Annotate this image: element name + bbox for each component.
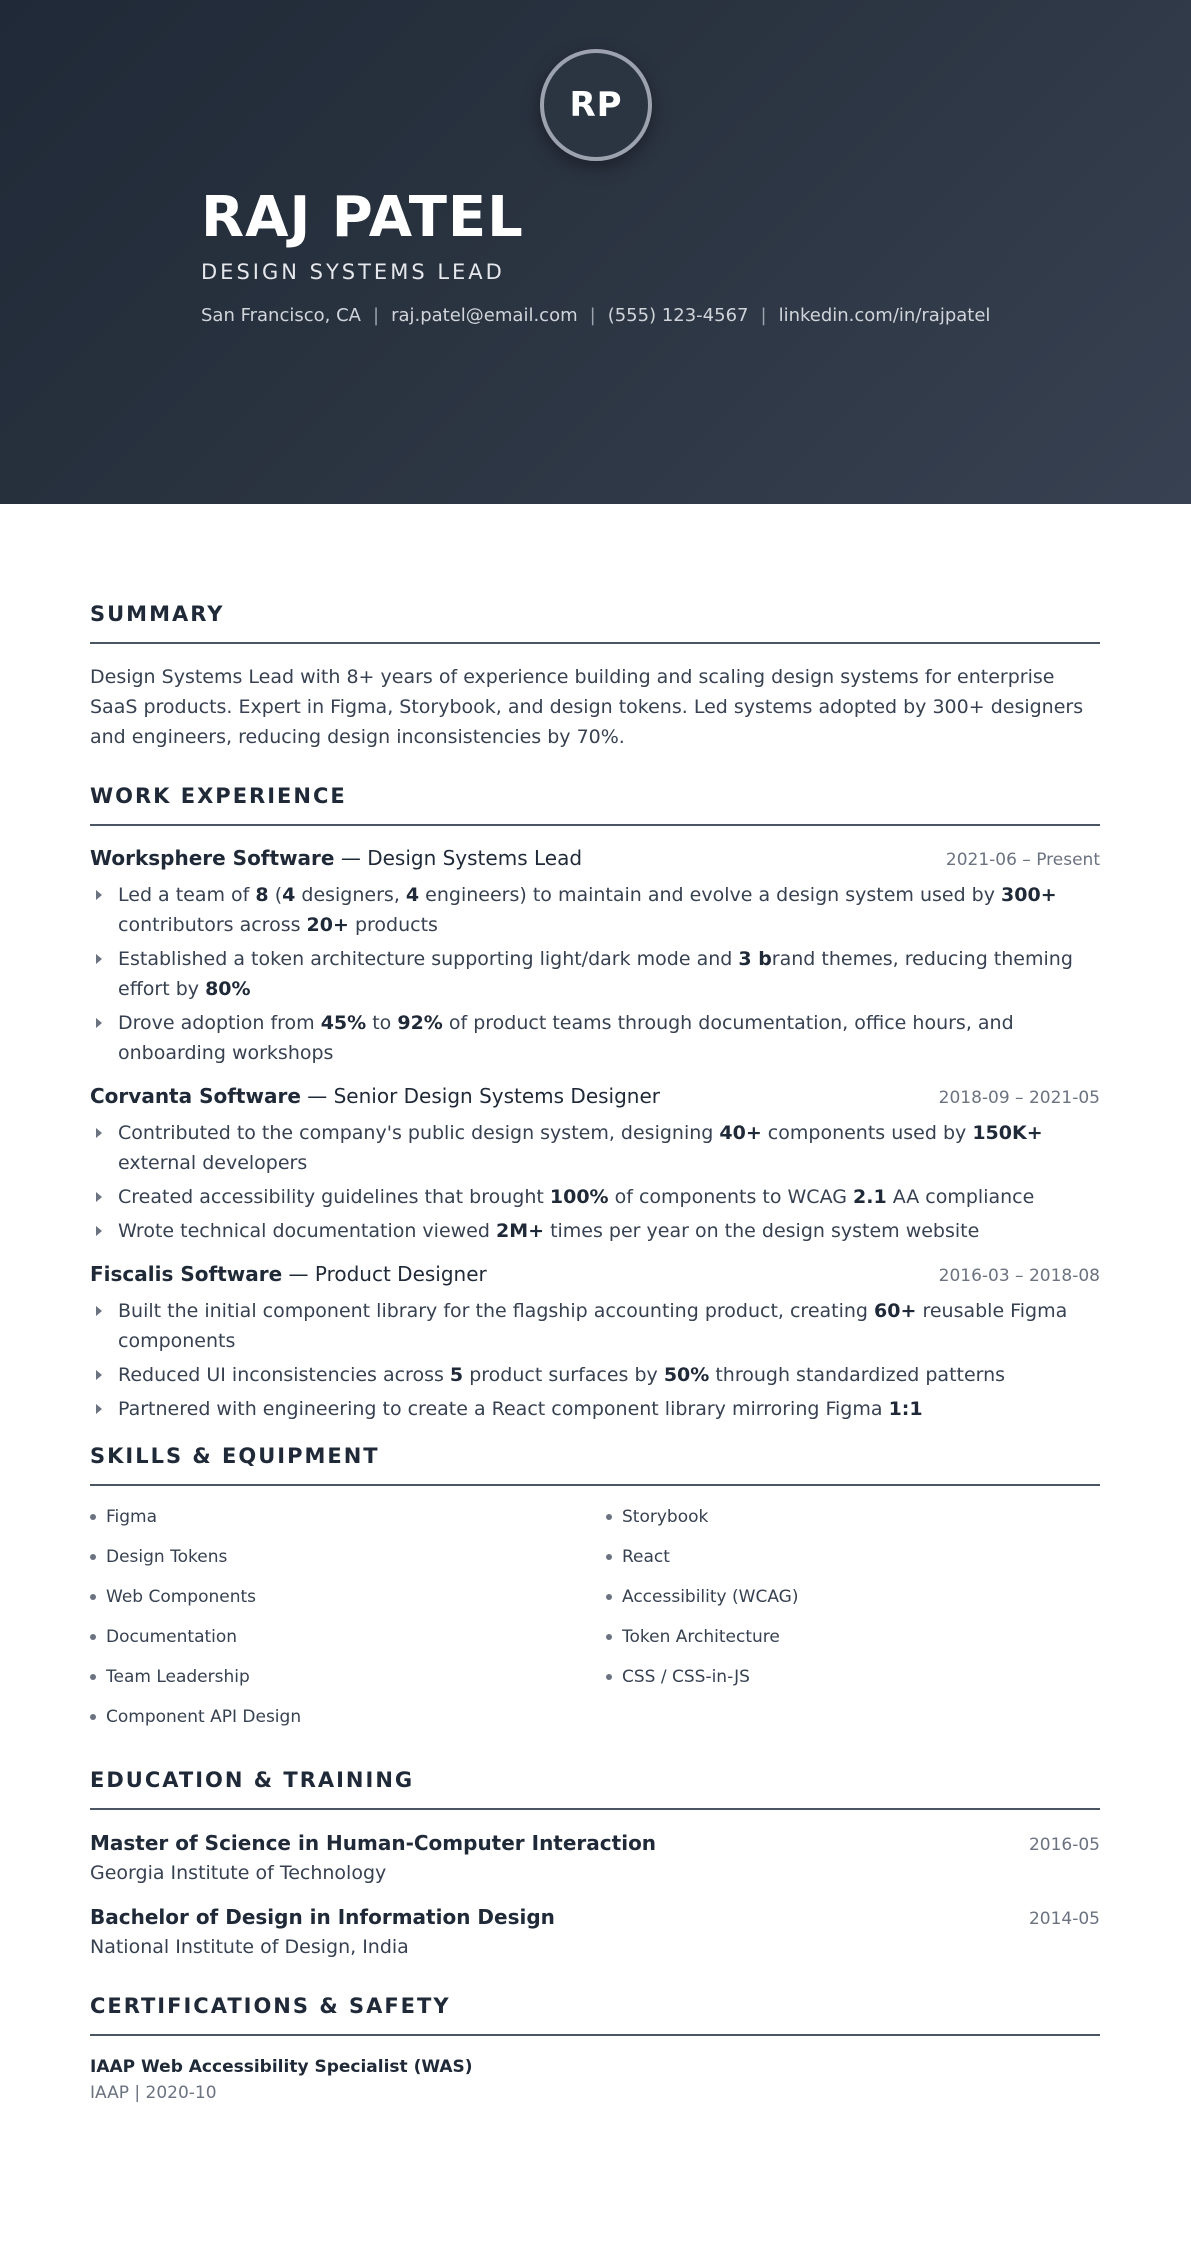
resume-body [90,600,1100,2106]
certification-entry [90,2054,1100,2106]
education-entry [90,1902,1100,1962]
skill-label: Storybook [622,1507,709,1527]
bullet-triangle-icon [96,890,102,900]
certification-list [90,2054,1100,2106]
avatar [540,49,652,161]
skill-label: Web Components [106,1587,257,1607]
section-title-skills: SKILLS & EQUIPMENT [90,1442,1100,1486]
skill-label: React [622,1547,670,1567]
bullet-triangle-icon [96,1192,102,1202]
achievement-text: designers, [295,884,406,906]
contact-separator: | [589,305,596,326]
company-name: Corvanta Software [90,1084,301,1108]
skill-item [606,1582,1100,1612]
achievement-list [90,1118,1100,1246]
skill-label: Design Tokens [106,1547,228,1567]
contact-separator: | [760,305,767,326]
achievement-text: Wrote technical documentation viewed [118,1220,496,1242]
bullet-triangle-icon [96,1404,102,1414]
skills-grid [90,1502,1100,1732]
bullet-dot-icon [606,1554,612,1560]
certification-meta: IAAP | 2020-10 [90,2083,217,2103]
job-entry [90,844,1100,1068]
bullet-dot-icon [90,1674,96,1680]
highlight-metric: 40+ [719,1122,762,1144]
achievement-item [90,1394,1100,1424]
company-name: Fiscalis Software [90,1262,283,1286]
highlight-metric: 150K+ [972,1122,1043,1144]
education-entry [90,1828,1100,1888]
highlight-metric: 2M+ [495,1220,545,1242]
achievement-item [90,944,1100,1004]
section-title-education: EDUCATION & TRAINING [90,1766,1100,1810]
job-title [90,1082,660,1110]
achievement-text: Drove adoption from [118,1012,321,1034]
contact-linkedin[interactable]: linkedin.com/in/rajpatel [778,305,991,326]
achievement-text: of product teams through documentation, office hours, and onboarding workshops [118,1012,1014,1064]
section-title-certifications: CERTIFICATIONS & SAFETY [90,1992,1100,2036]
highlight-metric: 8 [255,884,269,906]
achievement-text: of components to WCAG [608,1186,853,1208]
contact-email[interactable]: raj.patel@email.com [391,305,578,326]
achievement-text: Reduced UI inconsistencies across [118,1364,450,1386]
achievement-item [90,1118,1100,1178]
highlight-metric: 4 [282,884,296,906]
achievement-text: product surfaces by [463,1364,664,1386]
position-title: — Senior Design Systems Designer [300,1084,661,1108]
skill-label: CSS / CSS-in-JS [622,1667,750,1687]
highlight-metric: 20+ [306,914,349,936]
bullet-dot-icon [606,1514,612,1520]
highlight-metric: 45% [320,1012,367,1034]
achievement-text: products [348,914,438,936]
achievement-text: Created accessibility guidelines that brought [118,1186,550,1208]
skill-item [90,1662,606,1692]
highlight-metric: 300+ [1001,884,1057,906]
job-dates: 2018-09 – 2021-05 [938,1088,1100,1108]
achievement-text: times per year on the design system website [544,1220,980,1242]
achievement-text: external developers [118,1152,308,1174]
education-header [90,1828,1100,1858]
bullet-triangle-icon [96,1226,102,1236]
bullet-dot-icon [90,1594,96,1600]
job-dates: 2016-03 – 2018-08 [938,1266,1100,1286]
job-title [90,1260,487,1288]
degree-name: Bachelor of Design in Information Design [90,1905,555,1929]
skill-item [90,1582,606,1612]
skill-label: Accessibility (WCAG) [622,1587,799,1607]
school-name: Georgia Institute of Technology [90,1862,387,1884]
bullet-dot-icon [90,1514,96,1520]
highlight-metric: 100% [549,1186,609,1208]
achievement-item [90,1216,1100,1246]
achievement-text: Established a token architecture supporting light/dark mode and [118,948,739,970]
skill-label: Token Architecture [622,1627,780,1647]
skill-item [606,1662,1100,1692]
skill-item [90,1702,606,1732]
candidate-name: RAJ PATEL [201,185,524,250]
position-title: — Product Designer [282,1262,487,1286]
job-entry [90,1260,1100,1424]
achievement-item [90,1008,1100,1068]
candidate-role: DESIGN SYSTEMS LEAD [201,260,505,284]
achievement-text: engineers) to maintain and evolve a design system used by [419,884,1002,906]
job-title [90,844,582,872]
highlight-metric: 2.1 [853,1186,887,1208]
certification-name: IAAP Web Accessibility Specialist (WAS) [90,2057,473,2077]
contact-location: San Francisco, CA [201,305,361,326]
highlight-metric: 92% [397,1012,443,1034]
bullet-dot-icon [90,1554,96,1560]
skill-item [606,1542,1100,1572]
experience-list [90,844,1100,1424]
highlight-metric: 60+ [874,1300,917,1322]
bullet-dot-icon [606,1594,612,1600]
achievement-text: through standardized patterns [709,1364,1006,1386]
skill-item [90,1502,606,1532]
skill-label: Figma [106,1507,158,1527]
section-title-experience: WORK EXPERIENCE [90,782,1100,826]
achievement-text: rand themes, reducing theming effort by [118,948,1073,1000]
bullet-triangle-icon [96,1306,102,1316]
highlight-metric: 4 [405,884,420,906]
highlight-metric: 3 b [738,948,772,970]
bullet-dot-icon [606,1674,612,1680]
achievement-text: Led a team of [118,884,256,906]
achievement-item [90,1182,1100,1212]
bullet-triangle-icon [96,954,102,964]
achievement-text: components used by [761,1122,973,1144]
skill-item [90,1622,606,1652]
skill-label: Team Leadership [106,1667,250,1687]
achievement-text: Contributed to the company's public design system, designing [118,1122,720,1144]
achievement-text: to [366,1012,398,1034]
achievement-text: Built the initial component library for the flagship accounting product, creating [118,1300,875,1322]
job-dates: 2021-06 – Present [945,850,1100,870]
achievement-text: ( [268,884,283,906]
section-title-summary: SUMMARY [90,600,1100,644]
bullet-triangle-icon [96,1018,102,1028]
contact-separator: | [372,305,380,326]
graduation-date: 2016-05 [1028,1835,1100,1855]
avatar-initials: RP [569,85,623,125]
company-name: Worksphere Software [90,846,335,870]
achievement-list [90,1296,1100,1424]
bullet-triangle-icon [96,1128,102,1138]
achievement-list [90,880,1100,1068]
skill-item [606,1622,1100,1652]
summary-text: Design Systems Lead with 8+ years of experience building and scaling design systems for enterprise SaaS products. Expert in Figma, Storybook, and design tokens. Led systems adopted by 300+ designers and engineers, reducing design inconsistencies by 70%. [90,666,1084,748]
contact-line [201,303,990,329]
achievement-text: AA compliance [886,1186,1035,1208]
job-header [90,1082,1100,1110]
achievement-item [90,1360,1100,1390]
contact-phone[interactable]: (555) 123-4567 [607,305,749,326]
job-header [90,844,1100,872]
school-name: National Institute of Design, India [90,1936,409,1958]
achievement-text: contributors across [118,914,307,936]
job-entry [90,1082,1100,1246]
skill-item [606,1502,1100,1532]
highlight-metric: 50% [663,1364,710,1386]
achievement-item [90,880,1100,940]
degree-name: Master of Science in Human-Computer Interaction [90,1831,657,1855]
achievement-text: reusable Figma components [118,1300,1068,1352]
bullet-dot-icon [606,1634,612,1640]
education-header [90,1902,1100,1932]
skill-label: Component API Design [106,1707,302,1727]
job-header [90,1260,1100,1288]
graduation-date: 2014-05 [1028,1909,1100,1929]
bullet-dot-icon [90,1714,96,1720]
skill-label: Documentation [106,1627,238,1647]
highlight-metric: 80% [205,978,251,1000]
highlight-metric: 5 [449,1364,464,1386]
position-title: — Design Systems Lead [334,846,583,870]
education-list [90,1828,1100,1962]
achievement-text: Partnered with engineering to create a React component library mirroring Figma [118,1398,889,1420]
skill-item [90,1542,606,1572]
bullet-triangle-icon [96,1370,102,1380]
highlight-metric: 1:1 [888,1398,923,1420]
achievement-item [90,1296,1100,1356]
header-banner [0,0,1191,504]
bullet-dot-icon [90,1634,96,1640]
